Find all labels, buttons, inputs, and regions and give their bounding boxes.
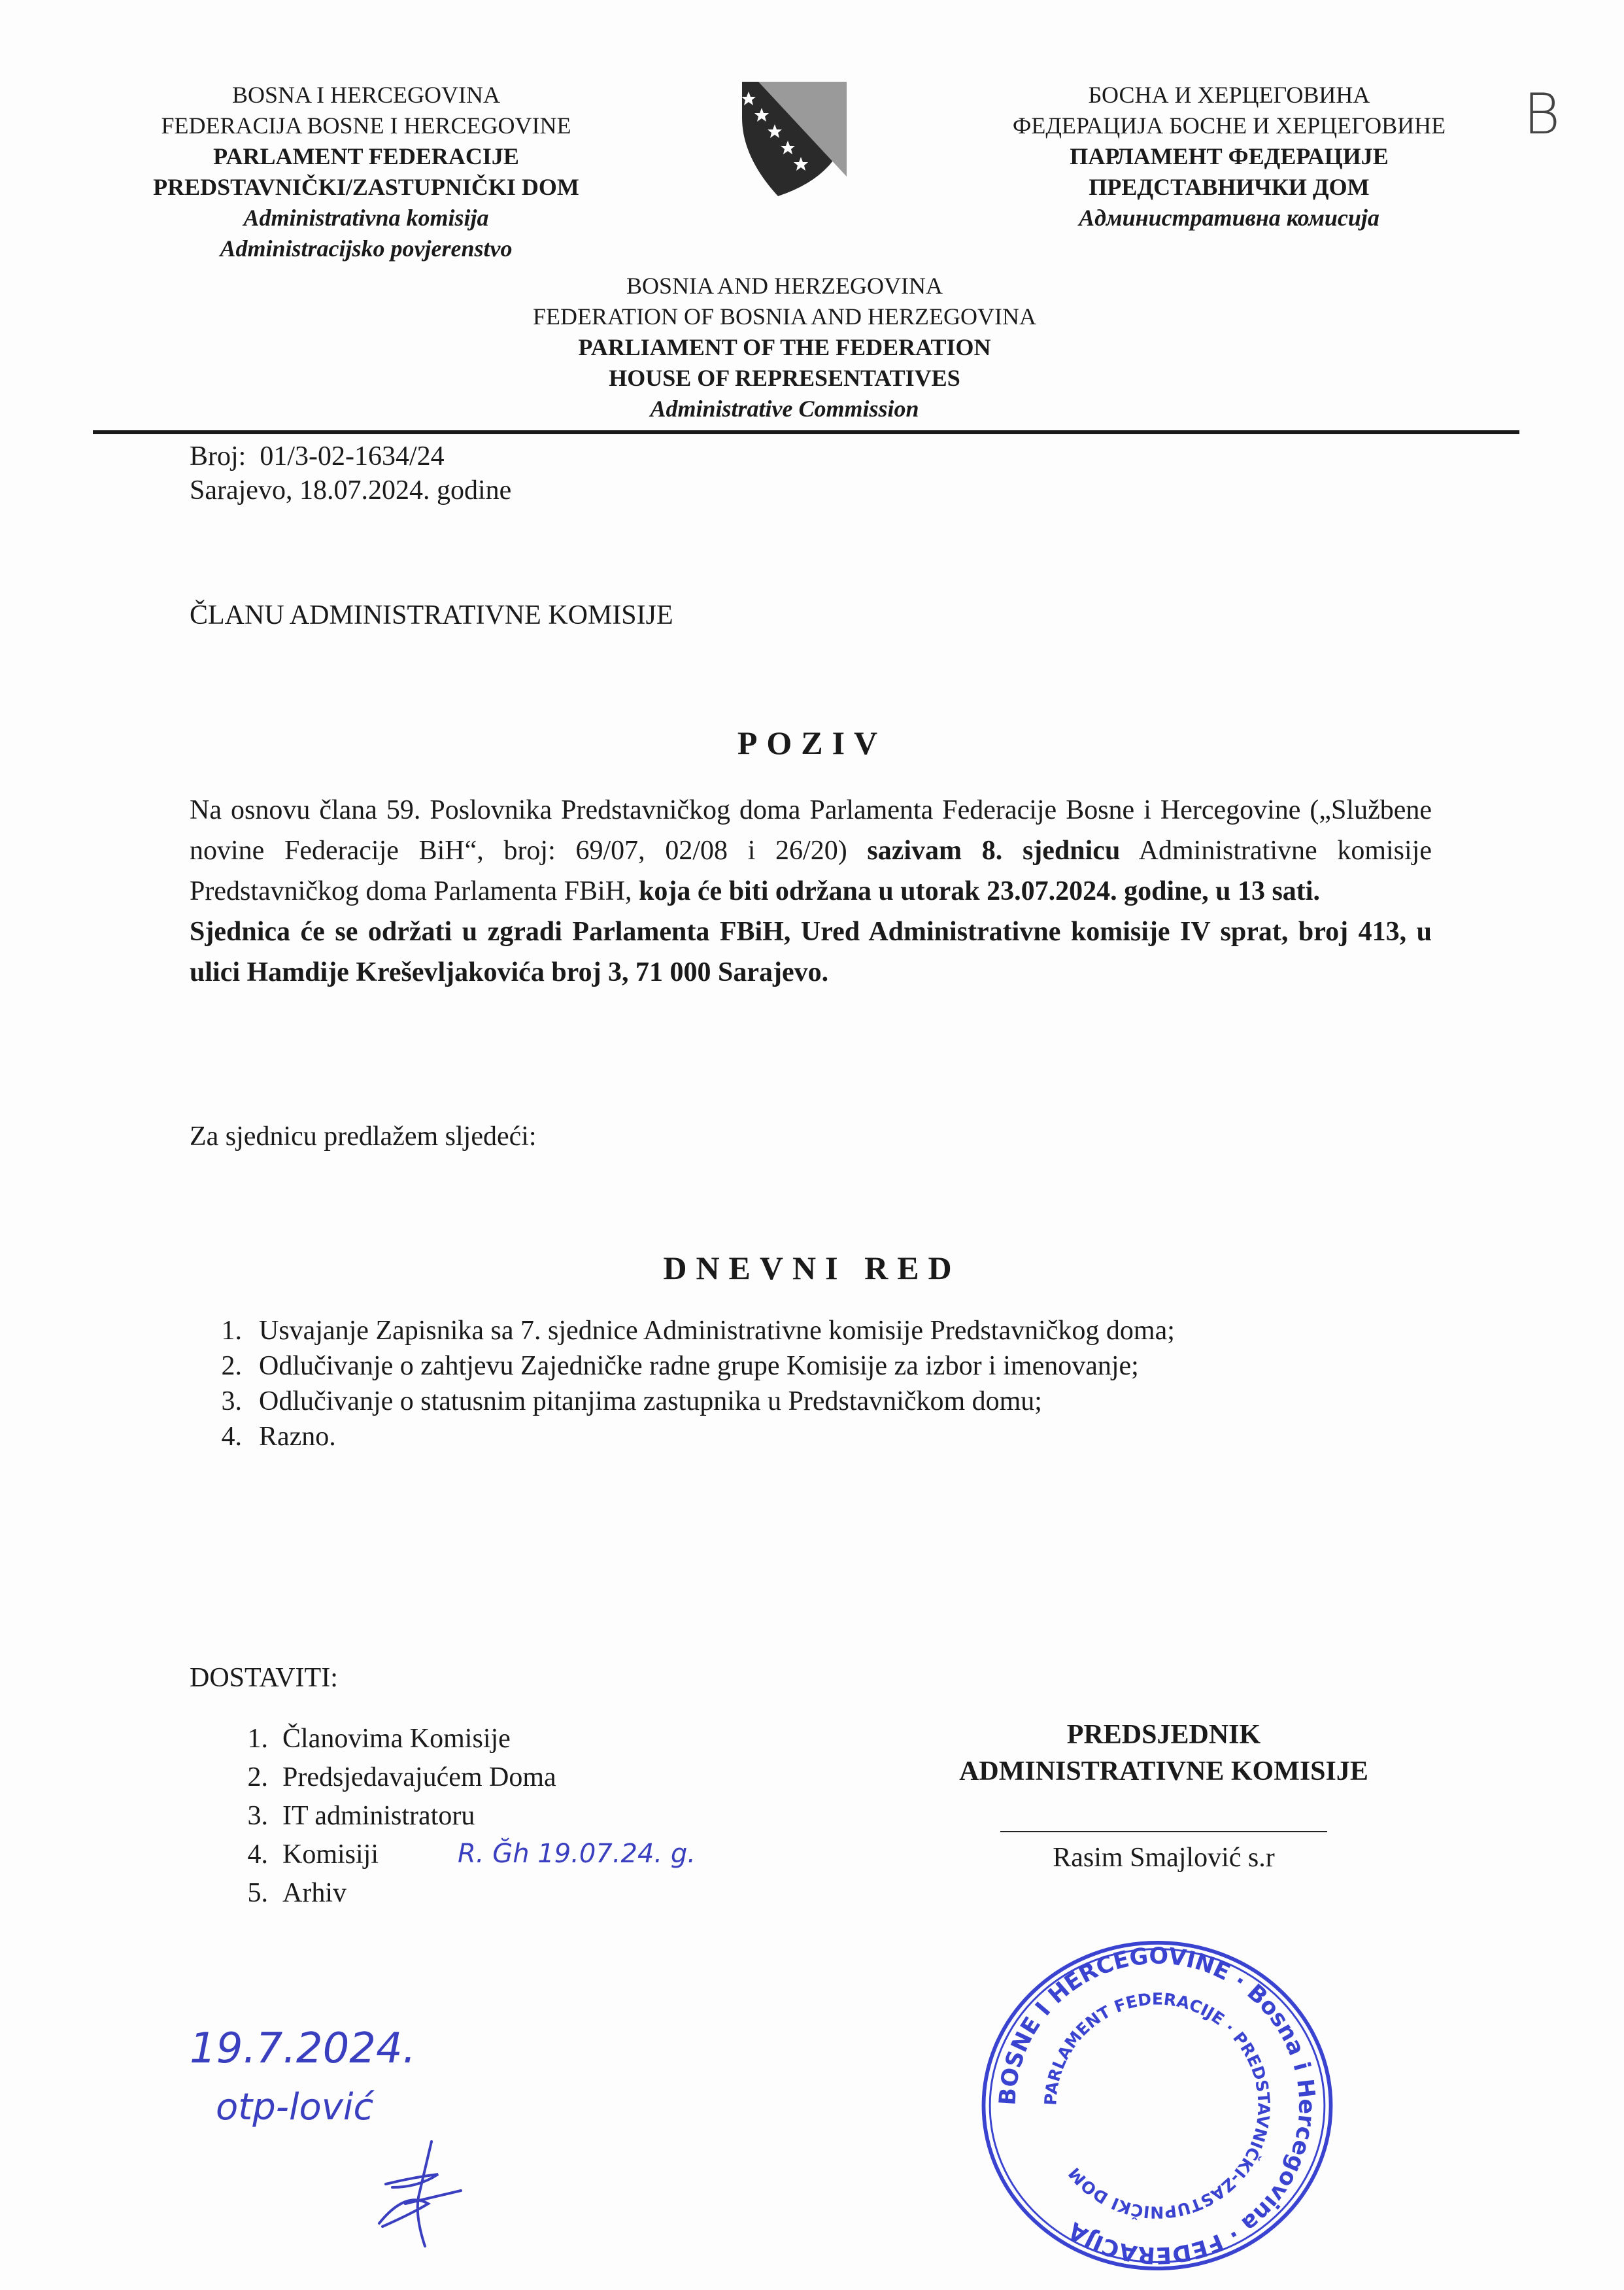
recipient: ČLANU ADMINISTRATIVNE KOMISIJE xyxy=(190,600,673,630)
agenda-title: DNEVNI RED xyxy=(663,1250,961,1286)
body-emphasis: koja će biti održana u utorak 23.07.2024. godine, u 13 sati. xyxy=(639,876,1320,906)
signature-line xyxy=(1000,1831,1327,1832)
header-line: BOSNA I HERCEGOVINA xyxy=(231,82,500,108)
agenda-item xyxy=(190,1384,1175,1419)
body-paragraph xyxy=(190,912,1432,993)
official-stamp xyxy=(974,1936,1340,2276)
agenda-list xyxy=(190,1313,1175,1454)
item-number: 3. xyxy=(221,1386,242,1416)
stamp-outer-text: BOSNE I HERCEGOVINE · Bosna i Hercegovina · FEDERACIJA xyxy=(994,1943,1320,2268)
signatory-name: Rasim Smajlović s.r xyxy=(1053,1843,1275,1873)
body-text: Administrativne komisije Predstavničkog doma Parlamenta FBiH, xyxy=(190,836,1432,906)
document-title: POZIV xyxy=(737,725,887,761)
handwritten-signature xyxy=(366,2138,464,2249)
item-text: Komisiji xyxy=(282,1839,379,1870)
reference-number: Broj: 01/3-02-1634/24 xyxy=(190,441,445,471)
header-line: PREDSTAVNIČKI/ZASTUPNIČKI DOM xyxy=(153,174,579,200)
item-text: Razno. xyxy=(259,1422,336,1452)
item-number: 3. xyxy=(247,1801,268,1831)
item-number: 2. xyxy=(247,1762,268,1792)
deliver-item xyxy=(216,1758,556,1797)
header-line: ПАРЛАМЕНТ ФЕДЕРАЦИЈЕ xyxy=(1070,143,1389,169)
item-number: 1. xyxy=(247,1724,268,1754)
header-line: Administracijsko povjerenstvo xyxy=(220,235,513,262)
deliver-title: DOSTAVITI: xyxy=(190,1663,338,1693)
agenda-item xyxy=(190,1348,1175,1384)
stamp-inner-text: PARLAMENT FEDERACIJE · PREDSTAVNIČKI-ZASTUPNIČKI DOM xyxy=(1041,1989,1274,2222)
deliver-item xyxy=(216,1874,556,1913)
item-number: 4. xyxy=(247,1839,268,1870)
handwritten-note: R. Ğh 19.07.24. g. xyxy=(458,1839,696,1869)
corner-mark: B xyxy=(1523,82,1561,147)
agenda-item xyxy=(190,1419,1175,1454)
invitation-body xyxy=(190,790,1432,993)
agenda-item xyxy=(190,1313,1175,1348)
header-cyrillic xyxy=(941,80,1517,233)
item-text: Članovima Komisije xyxy=(282,1724,511,1754)
header-line: Административна комисија xyxy=(1079,205,1379,231)
header-line: FEDERATION OF BOSNIA AND HERZEGOVINA xyxy=(532,303,1036,330)
item-text: IT administratoru xyxy=(282,1801,475,1831)
handwritten-date: 19.7.2024. xyxy=(190,2025,416,2073)
reference-place-date: Sarajevo, 18.07.2024. godine xyxy=(190,475,512,505)
item-number: 4. xyxy=(221,1422,242,1452)
header-english xyxy=(425,271,1144,424)
item-text: Arhiv xyxy=(282,1878,347,1908)
deliver-list xyxy=(216,1720,556,1913)
header-line: HOUSE OF REPRESENTATIVES xyxy=(609,365,960,391)
reference-block xyxy=(190,439,511,507)
item-text: Predsjedavajućem Doma xyxy=(282,1762,556,1792)
item-text: Odlučivanje o zahtjevu Zajedničke radne grupe Komisije za izbor i imenovanje; xyxy=(259,1351,1139,1381)
header-line: БОСНА И ХЕРЦЕГОВИНА xyxy=(1088,82,1370,108)
signature-title-line: PREDSJEDNIK xyxy=(1066,1720,1261,1750)
propose-text: Za sjednicu predlažem sljedeći: xyxy=(190,1121,537,1152)
item-number: 2. xyxy=(221,1351,242,1381)
meeting-location: Sjednica će se održati u zgradi Parlamenta FBiH, Ured Administrativne komisije IV sprat, broj 413, u ulici Hamdije Kreševljakovića broj 3, 71 000 Sarajevo. xyxy=(190,917,1432,987)
header-line: Administrative Commission xyxy=(650,396,919,422)
deliver-item xyxy=(216,1797,556,1836)
body-text: Na osnovu člana 59. Poslovnika Predstavničkog doma Parlamenta Federacije Bosne i Hercegovine („Službene novine Federacije BiH“, broj: 69/07, 02/08 i 26/20) xyxy=(190,795,1432,866)
header-divider xyxy=(93,430,1519,434)
header-line: FEDERACIJA BOSNE I HERCEGOVINE xyxy=(161,112,571,139)
item-number: 5. xyxy=(247,1878,268,1908)
signature-title-line: ADMINISTRATIVNE KOMISIJE xyxy=(959,1756,1368,1786)
header-line: BOSNIA AND HERZEGOVINA xyxy=(626,273,943,299)
header-bosnian xyxy=(85,80,647,264)
item-number: 1. xyxy=(221,1316,242,1346)
header-line: ФЕДЕРАЦИЈА БОСНЕ И ХЕРЦЕГОВИНЕ xyxy=(1012,112,1446,139)
header-line: Administrativna komisija xyxy=(243,205,489,231)
item-text: Odlučivanje o statusnim pitanjima zastupnika u Predstavničkom domu; xyxy=(259,1386,1042,1416)
header-line: ПРЕДСТАВНИЧКИ ДОМ xyxy=(1089,174,1370,200)
handwritten-note: otp-lović xyxy=(216,2086,374,2128)
coat-of-arms-icon xyxy=(739,78,850,199)
header-line: PARLAMENT FEDERACIJE xyxy=(213,143,519,169)
body-emphasis: sazivam 8. sjednicu xyxy=(867,836,1121,866)
body-paragraph xyxy=(190,790,1432,912)
header-line: PARLIAMENT OF THE FEDERATION xyxy=(578,334,991,360)
deliver-item xyxy=(216,1720,556,1758)
signature-title xyxy=(902,1717,1425,1790)
item-text: Usvajanje Zapisnika sa 7. sjednice Administrativne komisije Predstavničkog doma; xyxy=(259,1316,1175,1346)
